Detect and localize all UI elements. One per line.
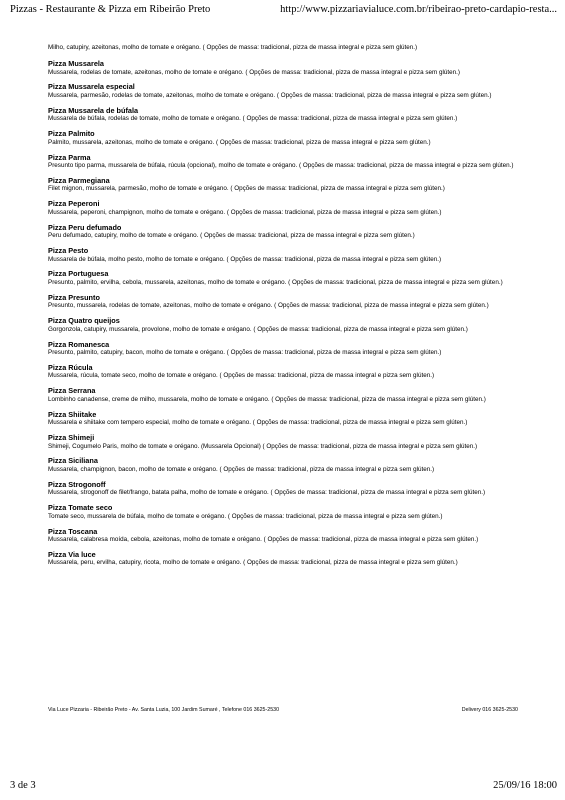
- menu-item-name: Pizza Shimeji: [48, 433, 95, 442]
- menu-item-description: Mussarela, strogonoff de filet/frango, batata palha, molho de tomate e orégano. ( Opções de massa: tradicional, pizza de massa integral e pizza sem glúten.): [48, 489, 486, 497]
- menu-item-description: Tomate seco, mussarela de búfala, molho de tomate e orégano. ( Opções de massa: tradicional, pizza de massa integral e pizza sem glúten.): [48, 512, 443, 520]
- menu-item-name: Pizza Quatro queijos: [48, 316, 120, 326]
- menu-list: [48, 59, 522, 567]
- menu-item-name: Pizza Mussarela de búfala: [48, 105, 139, 115]
- print-datetime: 25/09/16 18:00: [493, 780, 557, 791]
- menu-item-name: Pizza Romanesca: [48, 339, 110, 349]
- menu-item-description: Mussarela, champignon, bacon, molho de tomate e orégano. ( Opções de massa: tradicional, pizza de massa integral e pizza sem glúten.): [48, 465, 435, 473]
- menu-item-name: Pizza Peperoni: [48, 199, 100, 209]
- menu-item-name: Pizza Strogonoff: [48, 479, 106, 489]
- menu-item: [48, 59, 522, 76]
- menu-item-description: Mussarela e shiitake com tempero especial, molho de tomate e orégano. ( Opções de massa: tradicional, pizza de massa integral e pizza sem glúten.): [48, 419, 468, 427]
- menu-item-description: Presunto tipo parma, mussarela de búfala, rúcula (opcional), molho de tomate e orégano. ( Opções de massa: tradicional, pizza de massa integral e pizza sem glúten.): [48, 162, 514, 170]
- menu-item-description: Peru defumado, catupiry, molho de tomate e orégano. ( Opções de massa: tradicional, pizza de massa integral e pizza sem glúten.): [48, 232, 415, 240]
- menu-item-name: Pizza Rúcula: [48, 362, 93, 372]
- menu-item-name: Pizza Toscana: [48, 526, 98, 536]
- menu-item-name: Pizza Siciliana: [48, 456, 98, 466]
- menu-item: [48, 340, 522, 357]
- menu-item: [48, 456, 522, 473]
- menu-item: [48, 223, 522, 240]
- menu-item: [48, 293, 522, 310]
- menu-item: [48, 433, 522, 450]
- menu-item-name: Pizza Mussarela: [48, 59, 104, 68]
- menu-item-description: Presunto, palmito, ervilha, cebola, mussarela, azeitonas, molho de tomate e orégano. ( Opções de massa: tradicional, pizza de massa integral e pizza sem glúten.): [48, 278, 503, 286]
- footer-delivery: Delivery 016 3625-2530: [461, 707, 518, 713]
- menu-item-description: Gorgonzola, catupiry, mussarela, provolone, molho de tomate e orégano. ( Opções de massa: tradicional, pizza de massa integral e pizza sem glúten.): [48, 325, 468, 333]
- menu-item: [48, 410, 522, 427]
- menu-item: [48, 153, 522, 170]
- menu-item-description: Filet mignon, mussarela, parmesão, molho de tomate e orégano. ( Opções de massa: tradicional, pizza de massa integral e pizza sem glúten.): [48, 185, 445, 193]
- menu-item-description: Lombinho canadense, creme de milho, mussarela, molho de tomate e orégano. ( Opções de massa: tradicional, pizza de massa integral e pizza sem glúten.): [48, 395, 486, 403]
- print-page-url: http://www.pizzariavialuce.com.br/ribeirao-preto-cardapio-resta...: [280, 4, 557, 15]
- menu-item-name: Pizza Pesto: [48, 246, 89, 255]
- menu-item-name: Pizza Mussarela especial: [48, 82, 135, 92]
- menu-item: [48, 129, 522, 146]
- menu-item-description: Shimeji, Cogumelo Paris, molho de tomate e orégano. (Mussarela Opcional) ( Opções de massa: tradicional, pizza de massa integral e pizza sem glúten.): [48, 442, 478, 450]
- print-header: [10, 4, 557, 18]
- menu-item-description: Palmito, mussarela, azeitonas, molho de tomate e orégano. ( Opções de massa: tradicional, pizza de massa integral e pizza sem glúten.): [48, 138, 431, 146]
- menu-item-name: Pizza Via luce: [48, 549, 96, 559]
- menu-item: [48, 386, 522, 403]
- menu-item-description: Mussarela, rodelas de tomate, azeitonas, molho de tomate e orégano. ( Opções de massa: tradicional, pizza de massa integral e pizza sem glúten.): [48, 68, 460, 76]
- menu-item: [48, 106, 522, 123]
- menu-item-name: Pizza Shiitake: [48, 409, 97, 419]
- print-page-title: Pizzas - Restaurante & Pizza em Ribeirão Preto: [10, 4, 211, 15]
- menu-item-description: Mussarela, calabresa moída, cebola, azeitonas, molho de tomate e orégano. ( Opções de massa: tradicional, pizza de massa integral e pizza sem glúten.): [48, 536, 479, 544]
- menu-content: [48, 44, 522, 573]
- menu-item-description: Mussarela, peperoni, champignon, molho de tomate e orégano. ( Opções de massa: tradicional, pizza de massa integral e pizza sem glúten.): [48, 208, 442, 216]
- menu-item-name: Pizza Portuguesa: [48, 269, 109, 279]
- menu-item: [48, 246, 522, 263]
- menu-item-name: Pizza Parma: [48, 152, 91, 162]
- menu-item: [48, 480, 522, 497]
- menu-item: [48, 199, 522, 216]
- menu-item-name: Pizza Tomate seco: [48, 503, 113, 513]
- menu-item: [48, 363, 522, 380]
- menu-item-name: Pizza Serrana: [48, 386, 96, 396]
- menu-item-name: Pizza Palmito: [48, 129, 95, 139]
- menu-item: [48, 176, 522, 193]
- menu-item-description: Mussarela, peru, ervilha, catupiry, ricota, molho de tomate e orégano. ( Opções de massa: tradicional, pizza de massa integral e pizza sem glúten.): [48, 559, 458, 567]
- menu-item-name: Pizza Peru defumado: [48, 222, 122, 232]
- menu-item: [48, 527, 522, 544]
- page-number: 3 de 3: [10, 780, 36, 791]
- menu-item: [48, 550, 522, 567]
- menu-item-description: Presunto, palmito, catupiry, bacon, molho de tomate e orégano. ( Opções de massa: tradicional, pizza de massa integral e pizza sem glúten.): [48, 349, 442, 357]
- menu-item-name: Pizza Presunto: [48, 292, 100, 302]
- menu-item-description: Mussarela, parmesão, rodelas de tomate, azeitonas, molho de tomate e orégano. ( Opções de massa: tradicional, pizza de massa integral e pizza sem glúten.): [48, 91, 492, 99]
- menu-item-description: Mussarela de búfala, rodelas de tomate, molho de tomate e orégano. ( Opções de massa: tradicional, pizza de massa integral e pizza sem glúten.): [48, 115, 458, 123]
- menu-item-name: Pizza Parmegiana: [48, 175, 110, 185]
- menu-item-description: Mussarela, rúcula, tomate seco, molho de tomate e orégano. ( Opções de massa: tradicional, pizza de massa integral e pizza sem glúten.): [48, 372, 435, 380]
- menu-item: [48, 82, 522, 99]
- intro-description: Milho, catupiry, azeitonas, molho de tomate e orégano. ( Opções de massa: tradicional, pizza de massa integral e pizza sem glúten.): [48, 44, 418, 51]
- menu-item-description: Mussarela de búfala, molho pesto, molho de tomate e orégano. ( Opções de massa: tradicional, pizza de massa integral e pizza sem glúten.): [48, 255, 442, 263]
- menu-item: [48, 503, 522, 520]
- menu-item: [48, 316, 522, 333]
- menu-item-description: Presunto, mussarela, rodelas de tomate, azeitonas, molho de tomate e orégano. ( Opções de massa: tradicional, pizza de massa integral e pizza sem glúten.): [48, 302, 489, 310]
- footer-address: Via Luce Pizzaria - Ribeirão Preto - Av. Santa Luzia, 100 Jardim Sumaré , Telefone 016 3625-2530: [48, 707, 280, 713]
- menu-item: [48, 269, 522, 286]
